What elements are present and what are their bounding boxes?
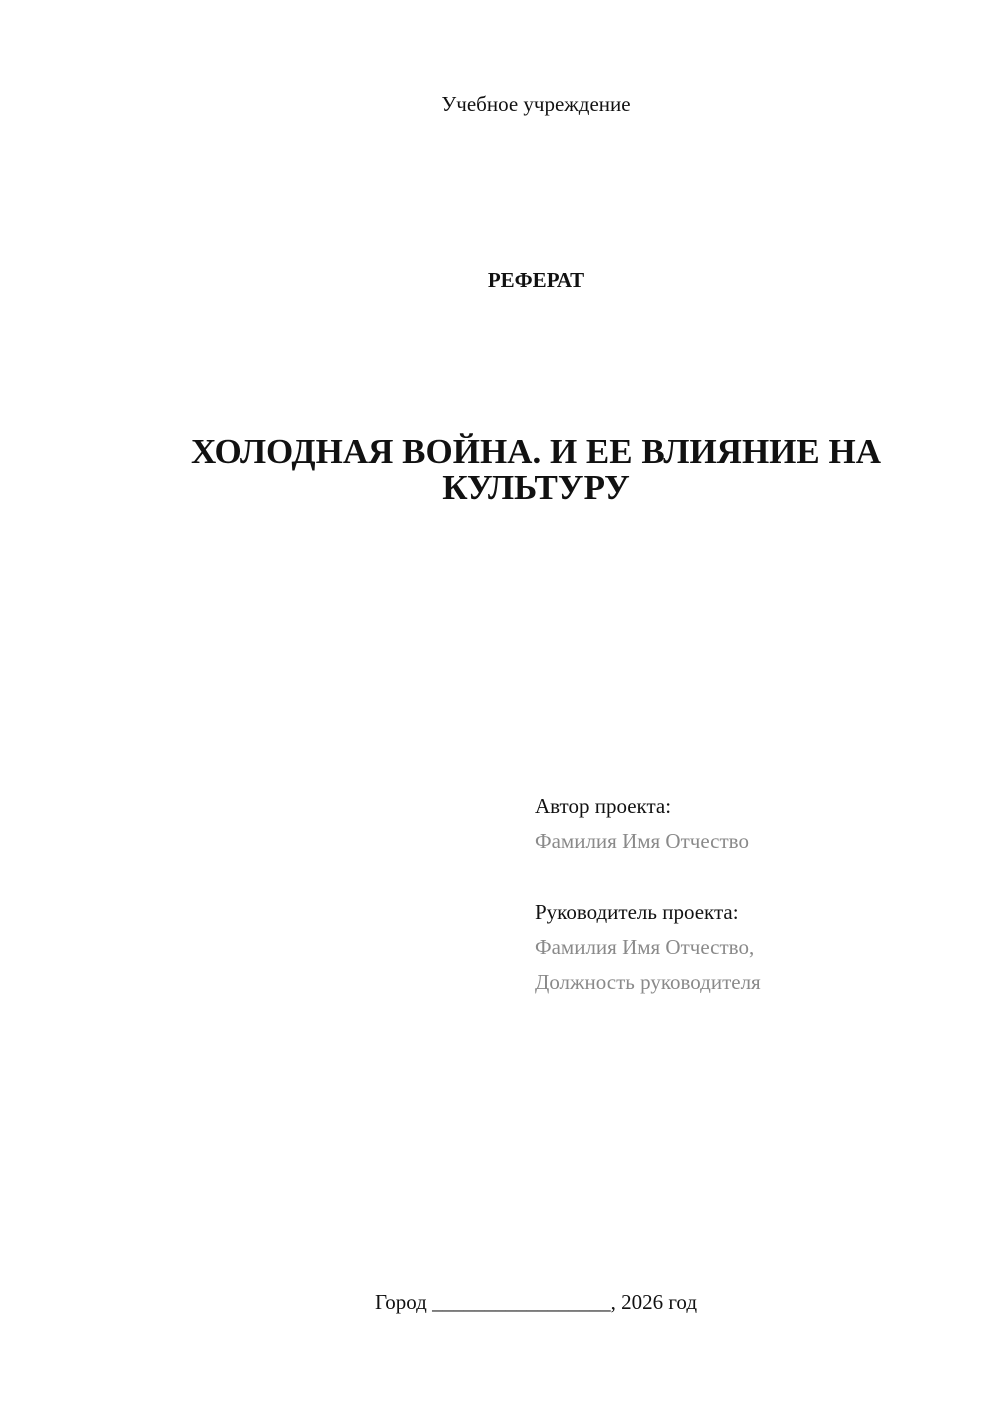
city-year: Город _________________, 2026 год	[374, 1290, 698, 1314]
author-label: Автор проекта:	[535, 794, 672, 818]
project-info	[535, 789, 955, 1000]
supervisor-name: Фамилия Имя Отчество,	[535, 935, 755, 959]
supervisor-position: Должность руководителя	[535, 970, 761, 994]
document-title: ХОЛОДНАЯ ВОЙНА. И ЕЕ ВЛИЯНИЕ НА КУЛЬТУРУ	[191, 432, 881, 507]
institution-name: Учебное учреждение	[441, 92, 631, 116]
supervisor-label: Руководитель проекта:	[535, 900, 739, 924]
author-name: Фамилия Имя Отчество	[535, 829, 749, 853]
document-type: РЕФЕРАТ	[487, 268, 585, 292]
